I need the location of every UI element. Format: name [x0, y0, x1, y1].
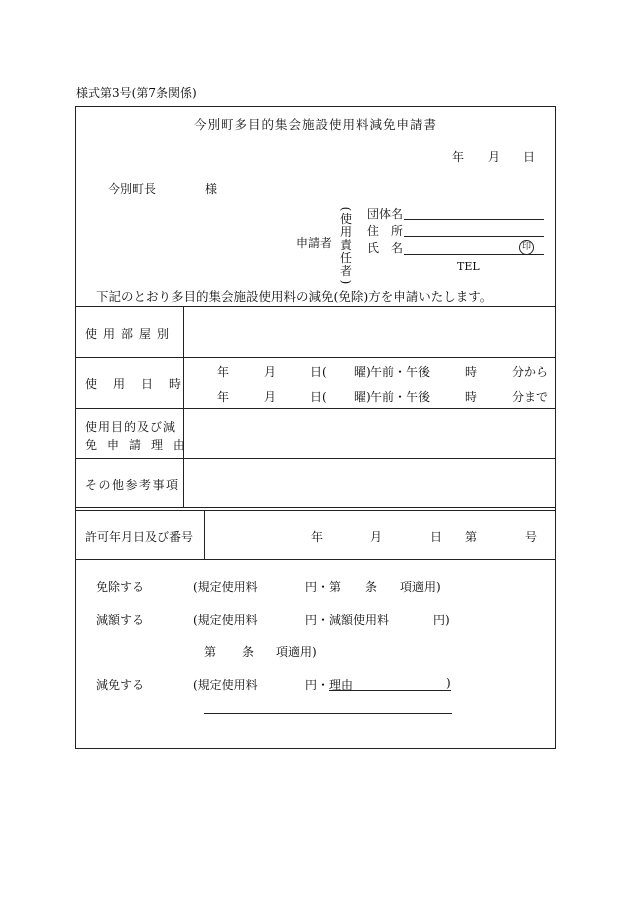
reduce-exempt-text4: ) — [446, 676, 451, 690]
dt2-ampm: 午前・午後 — [370, 390, 431, 404]
name-label: 氏 名 — [367, 241, 404, 255]
reduce-line2-a: 第 — [204, 645, 217, 659]
addressee-honorific: 様 — [205, 182, 218, 196]
applicant-label: 申請者 — [296, 236, 333, 250]
dt2-month: 月 — [264, 390, 277, 404]
permit-no-prefix: 第 — [465, 530, 478, 544]
intro-text: 下記のとおり多目的集会施設使用料の減免(免除)方を申請いたします。 — [96, 289, 493, 304]
table-divider — [75, 510, 556, 511]
reduce-exempt-text2: 円・ — [305, 678, 330, 692]
tel-label: TEL — [457, 260, 480, 273]
table-divider — [75, 408, 556, 409]
date-day: 日 — [523, 150, 536, 164]
bracket-char: 使 — [340, 212, 353, 226]
other-field[interactable] — [185, 460, 554, 506]
form-title: 今別町多目的集会施設使用料減免申請書 — [194, 117, 438, 132]
exempt-text2: 円・第 — [305, 580, 342, 594]
bracket-char: 用 — [340, 225, 353, 239]
datetime-label: 使用日時 — [85, 377, 198, 391]
table-divider — [75, 507, 556, 508]
date-month: 月 — [488, 150, 501, 164]
table-divider — [75, 458, 556, 459]
exempt-label: 免除する — [96, 580, 145, 594]
reason-underline[interactable] — [329, 690, 451, 691]
form-number: 様式第3号(第7条関係) — [76, 86, 197, 100]
dt1-hour: 時 — [465, 365, 478, 379]
exempt-text3: 条 — [365, 580, 378, 594]
dt1-day: 日( — [310, 365, 327, 379]
exempt-text4: 項適用) — [400, 580, 441, 594]
purpose-field[interactable] — [185, 410, 554, 457]
org-name-label: 団体名 — [367, 207, 404, 221]
reduce-exempt-text3: 理由 — [329, 678, 354, 692]
bracket-char: 任 — [340, 251, 353, 265]
dt2-hour: 時 — [465, 390, 478, 404]
purpose-label-line1: 使用目的及び減 — [85, 420, 177, 434]
org-name-line[interactable] — [404, 219, 544, 220]
address-label: 住 所 — [367, 224, 404, 238]
permit-day: 日 — [430, 530, 443, 544]
dt2-suffix: 分まで — [512, 390, 549, 404]
table-divider — [75, 357, 556, 358]
address-line[interactable] — [404, 236, 544, 237]
dt1-weekday: 曜) — [354, 365, 371, 379]
permit-month: 月 — [370, 530, 383, 544]
reduce-text3: 円) — [433, 613, 450, 627]
permit-label: 許可年月日及び番号 — [85, 530, 194, 544]
bracket-char: 者 — [340, 264, 353, 278]
dt2-day: 日( — [310, 390, 327, 404]
addressee-name: 今別町長 — [108, 182, 157, 196]
dt1-suffix: 分から — [512, 365, 549, 379]
reduce-exempt-label: 減免する — [96, 678, 145, 692]
permit-no-suffix: 号 — [525, 530, 538, 544]
purpose-label-line2: 免申請理由 — [85, 438, 196, 452]
dt1-year: 年 — [217, 365, 230, 379]
reduce-exempt-text1: (規定使用料 — [193, 678, 258, 692]
seal-mark: 印 — [519, 240, 534, 255]
dt2-year: 年 — [217, 390, 230, 404]
date-year: 年 — [452, 150, 465, 164]
room-label: 使用部屋別 — [85, 327, 176, 341]
reduce-text1: (規定使用料 — [193, 613, 258, 627]
reduce-line2-b: 条 — [242, 645, 255, 659]
reduce-label: 減額する — [96, 613, 145, 627]
responsible-person-bracket — [340, 205, 352, 286]
dt2-weekday: 曜) — [354, 390, 371, 404]
table-column-divider — [183, 306, 184, 508]
room-field[interactable] — [185, 308, 554, 356]
table-divider — [75, 559, 556, 560]
reduce-text2: 円・減額使用料 — [305, 613, 390, 627]
dt1-month: 月 — [264, 365, 277, 379]
reduce-line2-c: 項適用) — [276, 645, 317, 659]
permit-year: 年 — [311, 530, 324, 544]
exempt-text1: (規定使用料 — [193, 580, 258, 594]
extra-reason-line[interactable] — [204, 713, 452, 714]
bracket-open: ( — [339, 206, 353, 212]
name-line[interactable] — [404, 254, 544, 255]
dt1-ampm: 午前・午後 — [370, 365, 431, 379]
bracket-char: 責 — [340, 238, 353, 252]
table-divider — [75, 306, 556, 307]
bracket-close: ) — [339, 279, 353, 285]
other-label: その他参考事項 — [85, 478, 180, 492]
table-column-divider — [204, 510, 205, 559]
